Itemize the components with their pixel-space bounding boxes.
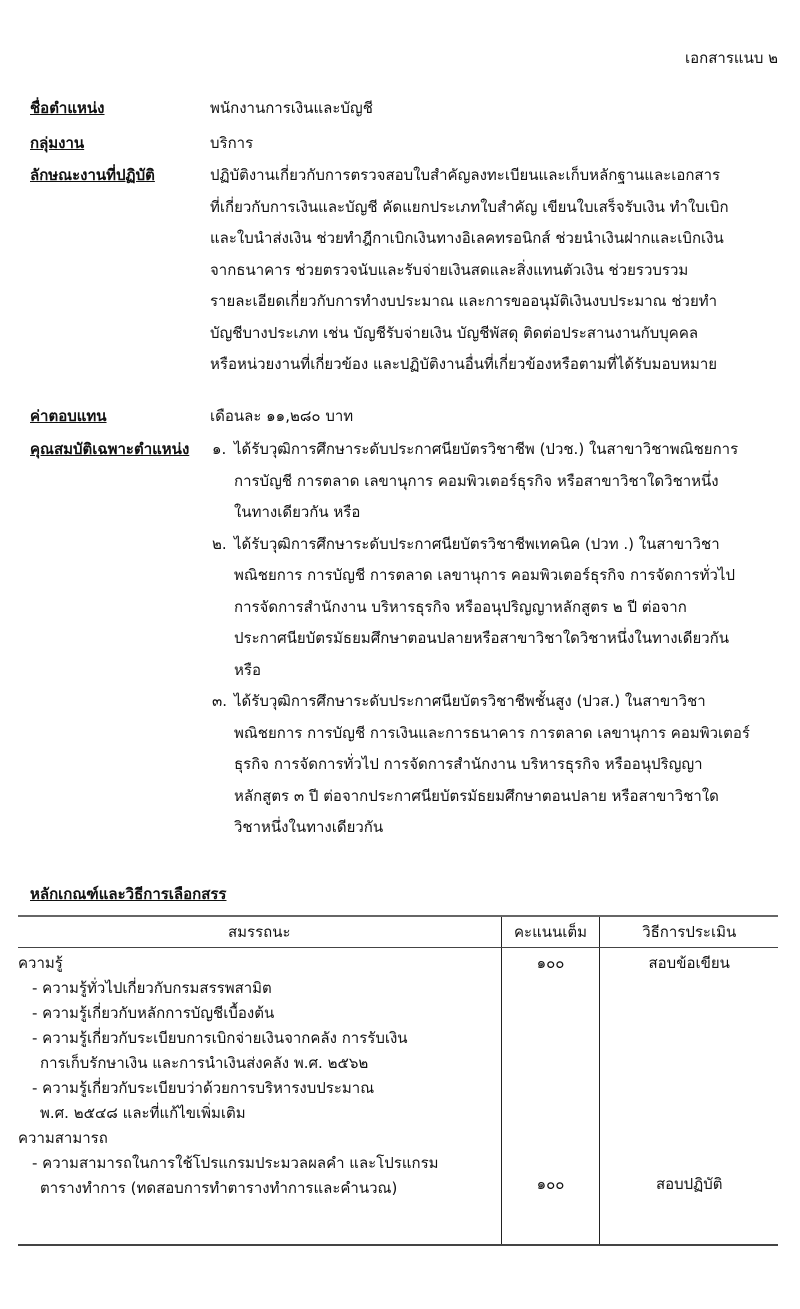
qualification-item <box>212 434 786 529</box>
competency-item <box>18 976 501 1001</box>
qualifications-list <box>212 434 786 844</box>
qualification-line: พณิชยการ การบัญชี การตลาด เลขานุการ คอมพิวเตอร์ธุรกิจ การจัดการทั่วไป <box>234 566 735 584</box>
work-group-value: บริการ <box>210 134 254 152</box>
selection-title: หลักเกณฑ์และวิธีการเลือกสรร <box>30 885 227 903</box>
header-full-score: คะแนนเต็ม <box>501 916 600 948</box>
qualification-number: ๑. <box>212 440 227 458</box>
header-assessment-method: วิธีการประเมิน <box>600 916 778 948</box>
competency-line: - ความสามารถในการใช้โปรแกรมประมวลผลคำ และโปรแกรม <box>32 1154 439 1172</box>
qualification-line: ได้รับวุฒิการศึกษาระดับประกาศนียบัตรวิชาชีพเทคนิค (ปวท .) ในสาขาวิชา <box>234 534 720 553</box>
table-header-row <box>18 916 778 948</box>
competency-line: - ความรู้เกี่ยวกับหลักการบัญชีเบื้องต้น <box>32 1004 275 1022</box>
score-knowledge: ๑๐๐ <box>536 954 565 972</box>
position-label: ชื่อตำแหน่ง <box>30 99 105 117</box>
duties-line: จากธนาคาร ช่วยตรวจนับและรับจ่ายเงินสดและสิ่งแทนตัวเงิน ช่วยรวบรวม <box>210 260 689 279</box>
score-ability: ๑๐๐ <box>536 1175 565 1193</box>
duties-label: ลักษณะงานที่ปฏิบัติ <box>30 166 155 184</box>
duties-line: และใบนำส่งเงิน ช่วยทำฎีกาเบิกเงินทางอิเลคทรอนิกส์ ช่วยนำเงินฝากและเบิกเงิน <box>210 229 724 247</box>
qualification-item <box>212 686 786 844</box>
method-knowledge: สอบข้อเขียน <box>648 954 730 972</box>
group-title-knowledge: ความรู้ <box>18 954 63 972</box>
qualification-number: ๓. <box>212 692 228 710</box>
competency-item <box>18 1076 501 1126</box>
competency-line: ตารางทำการ (ทดสอบการทำตารางทำการและคำนวณ) <box>40 1179 398 1197</box>
qualification-line: พณิชยการ การบัญชี การเงินและการธนาคาร การตลาด เลขานุการ คอมพิวเตอร์ <box>234 723 750 742</box>
compensation-value: เดือนละ ๑๑,๒๘๐ บาท <box>210 407 354 425</box>
competency-line: การเก็บรักษาเงิน และการนำเงินส่งคลัง พ.ศ. ๒๕๖๒ <box>40 1054 369 1072</box>
group-title-ability: ความสามารถ <box>18 1129 108 1147</box>
work-group-label: กลุ่มงาน <box>30 134 85 152</box>
compensation-label: ค่าตอบแทน <box>30 407 107 425</box>
competency-item <box>18 1001 501 1026</box>
position-value: พนักงานการเงินและบัญชี <box>210 99 373 117</box>
competency-item <box>18 1026 501 1076</box>
duties-line: ปฏิบัติงานเกี่ยวกับการตรวจสอบใบสำคัญลงทะเบียนและเก็บหลักฐานและเอกสาร <box>210 166 721 184</box>
qualification-line: ได้รับวุฒิการศึกษาระดับประกาศนียบัตรวิชาชีพชั้นสูง (ปวส.) ในสาขาวิชา <box>234 692 706 710</box>
competency-item <box>18 1151 501 1201</box>
duties-line: รายละเอียดเกี่ยวกับการทำงบประมาณ และการขออนุมัติเงินงบประมาณ ช่วยทำ <box>210 292 718 310</box>
duties-line: บัญชีบางประเภท เช่น บัญชีรับจ่ายเงิน บัญชีพัสดุ ติดต่อประสานงานกับบุคคล <box>210 323 699 342</box>
duties-line: ที่เกี่ยวกับการเงินและบัญชี คัดแยกประเภทใบสำคัญ เขียนใบเสร็จรับเงิน ทำใบเบิก <box>210 197 729 216</box>
qualification-line: หรือ <box>234 660 261 679</box>
qualification-line: ได้รับวุฒิการศึกษาระดับประกาศนียบัตรวิชาชีพ (ปวช.) ในสาขาวิชาพณิชยการ <box>234 440 739 458</box>
qualification-item <box>212 529 786 687</box>
qualification-line: ในทางเดียวกัน หรือ <box>234 503 361 521</box>
header-competency: สมรรถนะ <box>18 916 501 948</box>
criteria-table <box>18 915 778 1246</box>
qualification-number: ๒. <box>212 534 227 553</box>
method-ability: สอบปฏิบัติ <box>655 1175 723 1193</box>
qualification-line: การบัญชี การตลาด เลขานุการ คอมพิวเตอร์ธุรกิจ หรือสาขาวิชาใดวิชาหนึ่ง <box>234 471 719 490</box>
qualification-line: การจัดการสำนักงาน บริหารธุรกิจ หรืออนุปริญญาหลักสูตร ๒ ปี ต่อจาก <box>234 597 687 616</box>
qualification-line: ประกาศนียบัตรมัธยมศึกษาตอนปลายหรือสาขาวิชาใดวิชาหนึ่งในทางเดียวกัน <box>234 629 730 647</box>
qualifications-label: คุณสมบัติเฉพาะตำแหน่ง <box>30 440 190 458</box>
qualification-line: วิชาหนึ่งในทางเดียวกัน <box>234 818 384 836</box>
field-work-group <box>30 131 782 155</box>
field-duties <box>30 160 782 381</box>
duties-line: หรือหน่วยงานที่เกี่ยวข้อง และปฏิบัติงานอื่นที่เกี่ยวข้องหรือตามที่ได้รับมอบหมาย <box>210 355 718 373</box>
duties-value <box>210 160 782 381</box>
table-row <box>18 948 778 1246</box>
qualification-line: หลักสูตร ๓ ปี ต่อจากประกาศนียบัตรมัธยมศึกษาตอนปลาย หรือสาขาวิชาใด <box>234 786 719 805</box>
competency-line: - ความรู้ทั่วไปเกี่ยวกับกรมสรรพสามิต <box>32 979 272 997</box>
attachment-label: เอกสารแนบ ๒ <box>685 49 778 67</box>
qualification-line: ธุรกิจ การจัดการทั่วไป การจัดการสำนักงาน บริหารธุรกิจ หรืออนุปริญญา <box>234 755 703 773</box>
field-position <box>30 96 782 120</box>
competency-line: - ความรู้เกี่ยวกับระเบียบการเบิกจ่ายเงินจากคลัง การรับเงิน <box>32 1029 408 1047</box>
competency-line: พ.ศ. ๒๕๔๘ และที่แก้ไขเพิ่มเติม <box>40 1104 246 1122</box>
field-compensation <box>30 404 782 428</box>
competency-line: - ความรู้เกี่ยวกับระเบียบว่าด้วยการบริหารงบประมาณ <box>32 1079 375 1097</box>
